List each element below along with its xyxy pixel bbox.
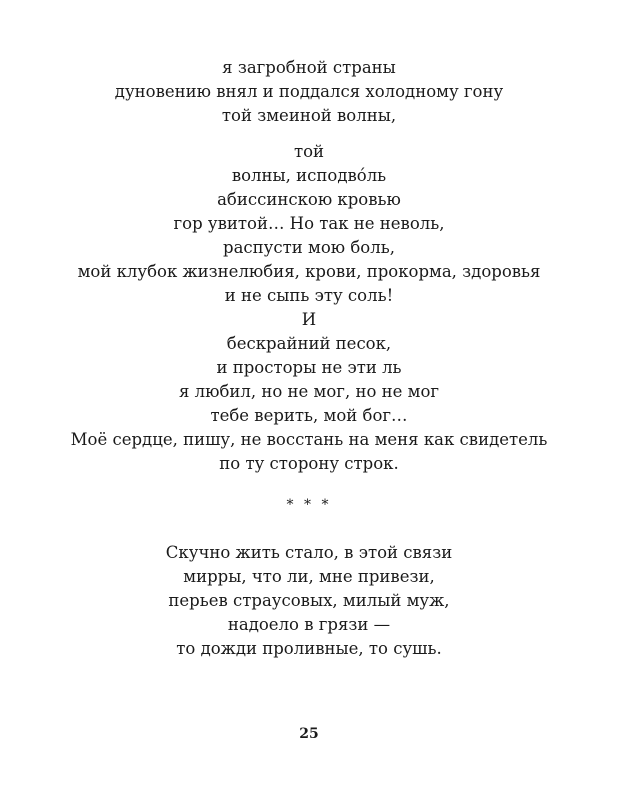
stanza-1 bbox=[0, 56, 618, 128]
poem-line: гор увитой… Но так не неволь, bbox=[173, 214, 445, 233]
poem-line: я любил, но не мог, но не мог bbox=[178, 382, 440, 401]
poem-line: Моё сердце, пишу, не восстань на меня как свидетель bbox=[70, 430, 548, 449]
poem-line: перьев страусовых, милый муж, bbox=[168, 591, 450, 610]
poem-line: волны, исподво́ль bbox=[231, 166, 387, 185]
poem-line: мирры, что ли, мне привези, bbox=[183, 567, 435, 586]
section-separator: * * * bbox=[286, 497, 332, 513]
poem-line: абиссинскою кровью bbox=[217, 190, 401, 209]
stanza-4 bbox=[0, 541, 618, 661]
poem-line: бескрайний песок, bbox=[226, 334, 392, 353]
stanza-2 bbox=[0, 140, 618, 308]
poem-line: и не сыпь эту соль! bbox=[224, 286, 394, 305]
poem-line: мой клубок жизнелюбия, крови, прокорма, здоровья bbox=[77, 262, 541, 281]
poem-line: то дожди проливные, то сушь. bbox=[176, 639, 442, 658]
poem-line: по ту сторону строк. bbox=[219, 454, 399, 473]
poem-line: И bbox=[301, 310, 317, 329]
poem-line: Скучно жить стало, в этой связи bbox=[165, 543, 453, 562]
poem-line: надоело в грязи — bbox=[227, 615, 391, 634]
poem-line: тебе верить, мой бог… bbox=[210, 406, 408, 425]
stanza-3 bbox=[0, 308, 618, 476]
poem-line: дуновению внял и поддался холодному гону bbox=[114, 82, 504, 101]
page-number: 25 bbox=[299, 726, 319, 742]
poem-line: и просторы не эти ль bbox=[216, 358, 402, 377]
poem-line: той bbox=[293, 142, 325, 161]
poem-line: распусти мою боль, bbox=[223, 238, 395, 257]
poem-line: я загробной страны bbox=[222, 58, 396, 77]
poem-line: той змеиной волны, bbox=[221, 106, 397, 125]
